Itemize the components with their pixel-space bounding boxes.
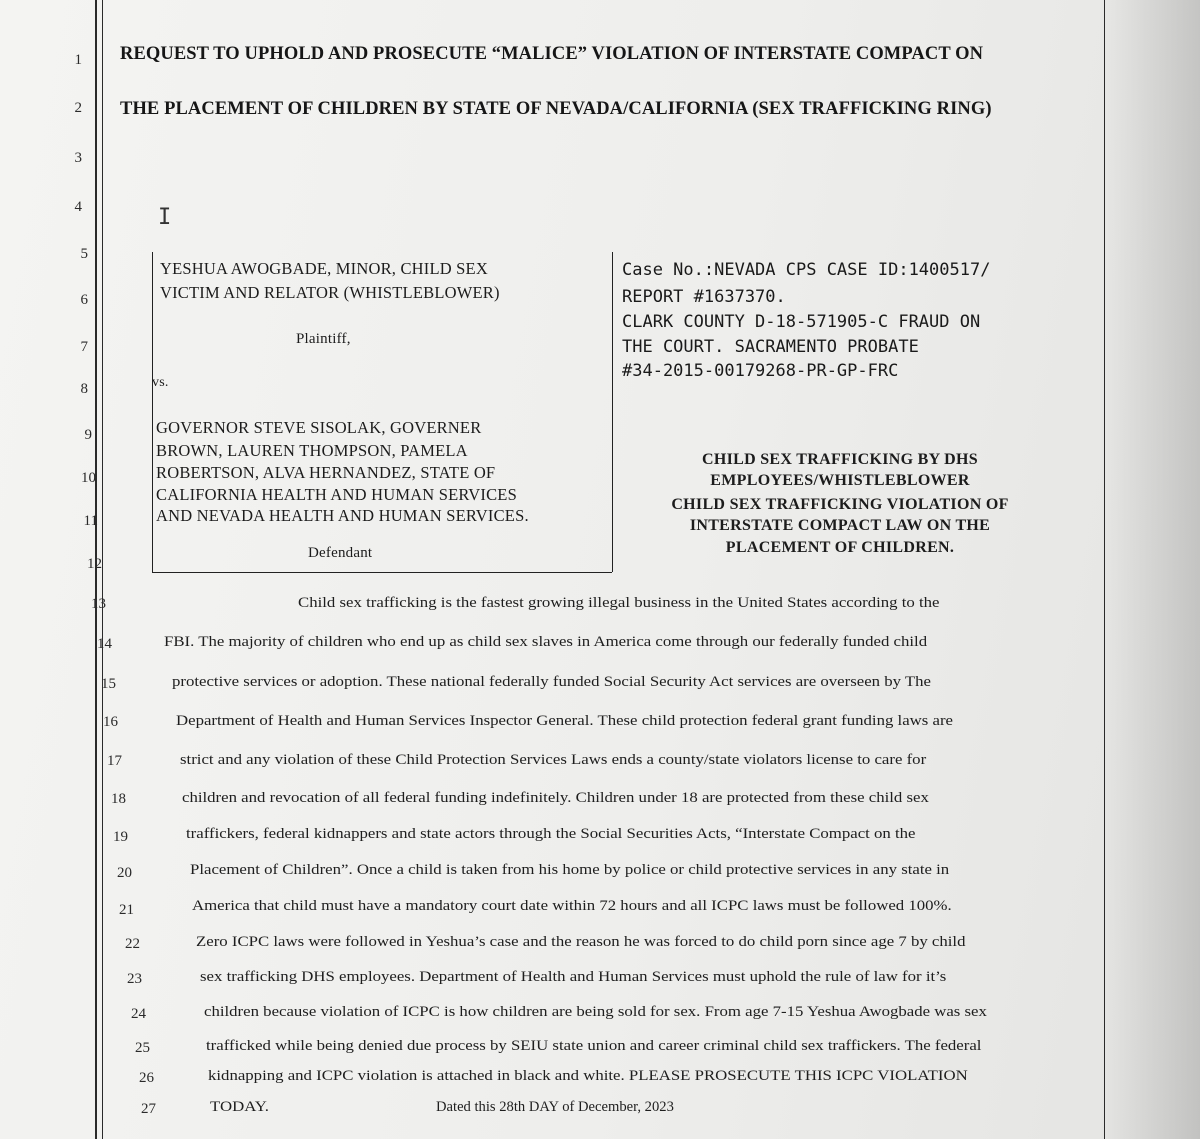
line-number: 18 xyxy=(111,791,126,807)
defendant-name-line-5: AND NEVADA HEALTH AND HUMAN SERVICES. xyxy=(156,506,529,525)
defendant-name-line-1: GOVERNOR STEVE SISOLAK, GOVERNER xyxy=(156,418,482,437)
margin-rule-inner xyxy=(102,0,103,1139)
plaintiff-role: Plaintiff, xyxy=(296,331,351,347)
caption-right-border xyxy=(612,252,613,572)
caption-title-line-4: INTERSTATE COMPACT LAW ON THE xyxy=(689,517,991,534)
case-info-line-3: CLARK COUNTY D-18-571905-C FRAUD ON xyxy=(622,312,981,332)
line-number: 27 xyxy=(141,1101,156,1117)
line-number: 20 xyxy=(117,865,132,881)
line-number: 16 xyxy=(103,714,118,730)
case-info-line-4: THE COURT. SACRAMENTO PROBATE xyxy=(622,337,919,357)
line-number: 26 xyxy=(139,1070,154,1086)
body-line: protective services or adoption. These national federally funded Social Security Act services are overseen by The xyxy=(172,674,931,690)
line-number: 24 xyxy=(131,1006,146,1022)
title-line-2: THE PLACEMENT OF CHILDREN BY STATE OF NEVADA/CALIFORNIA (SEX TRAFFICKING RING) xyxy=(120,99,992,119)
line-number: 3 xyxy=(74,150,82,166)
body-line: Department of Health and Human Services Inspector General. These child protection federal grant funding laws are xyxy=(176,713,954,729)
line-number: 23 xyxy=(127,971,142,987)
line-number: 21 xyxy=(119,902,134,918)
line-number: 5 xyxy=(80,246,88,262)
line-number: 2 xyxy=(74,100,82,116)
body-line: children because violation of ICPC is how children are being sold for sex. From age 7-15 Yeshua Awogbade was sex xyxy=(204,1004,987,1020)
line-number: 17 xyxy=(107,753,122,769)
body-line: traffickers, federal kidnappers and state actors through the Social Securities Acts, “Interstate Compact on the xyxy=(186,826,916,842)
body-line: FBI. The majority of children who end up as child sex slaves in America come through our federally funded child xyxy=(164,634,928,650)
case-info-line-1: Case No.:NEVADA CPS CASE ID:1400517/ xyxy=(622,260,991,280)
defendant-name-line-4: CALIFORNIA HEALTH AND HUMAN SERVICES xyxy=(156,485,517,504)
line-number: 7 xyxy=(80,339,88,355)
line-number: 4 xyxy=(74,199,82,215)
margin-rule-right xyxy=(1104,0,1105,1139)
caption-title-line-5: PLACEMENT OF CHILDREN. xyxy=(725,539,955,556)
line-number: 6 xyxy=(80,292,88,308)
case-info-line-2: REPORT #1637370. xyxy=(622,287,786,307)
line-number: 14 xyxy=(97,636,112,652)
line-number: 8 xyxy=(80,381,88,397)
caption-title-line-3: CHILD SEX TRAFFICKING VIOLATION OF xyxy=(671,496,1009,513)
body-line: America that child must have a mandatory court date within 72 hours and all ICPC laws must be followed 100%. xyxy=(192,898,952,914)
line-number: 9 xyxy=(84,427,92,443)
title-line-1: REQUEST TO UPHOLD AND PROSECUTE “MALICE” VIOLATION OF INTERSTATE COMPACT ON xyxy=(120,44,984,64)
body-line: children and revocation of all federal funding indefinitely. Children under 18 are protected from these child sex xyxy=(182,790,929,806)
line-number: 19 xyxy=(113,829,128,845)
body-line: TODAY. xyxy=(210,1099,269,1115)
defendant-name-line-2: BROWN, LAUREN THOMPSON, PAMELA xyxy=(156,441,468,460)
body-line: kidnapping and ICPC violation is attached in black and white. PLEASE PROSECUTE THIS ICPC VIOLATION xyxy=(208,1068,968,1084)
versus-label: vs. xyxy=(152,375,169,390)
defendant-name-line-3: ROBERTSON, ALVA HERNANDEZ, STATE OF xyxy=(156,463,496,482)
line-number: 11 xyxy=(83,513,98,529)
caption-title-line-2: EMPLOYEES/WHISTLEBLOWER xyxy=(710,472,970,489)
line-number: 13 xyxy=(91,596,106,612)
line-number: 25 xyxy=(135,1040,150,1056)
body-line: Child sex trafficking is the fastest growing illegal business in the United States according to the xyxy=(298,595,940,611)
body-line: sex trafficking DHS employees. Department of Health and Human Services must uphold the rule of law for it’s xyxy=(200,969,947,985)
body-line: Placement of Children”. Once a child is taken from his home by police or child protective services in any state in xyxy=(190,862,950,878)
body-line: trafficked while being denied due process by SEIU state union and career criminal child sex traffickers. The federal xyxy=(206,1038,982,1054)
dated-line: Dated this 28th DAY of December, 2023 xyxy=(436,1099,674,1115)
caption-left-border xyxy=(152,252,153,572)
body-line: Zero ICPC laws were followed in Yeshua’s case and the reason he was forced to do child porn since age 7 by child xyxy=(196,934,966,950)
caption-bottom-border xyxy=(152,572,612,573)
screen-shadow xyxy=(1100,0,1200,1139)
line-number: 12 xyxy=(87,556,102,572)
line-number: 10 xyxy=(81,470,96,486)
line-number: 15 xyxy=(101,676,116,692)
plaintiff-name-line-2: VICTIM AND RELATOR (WHISTLEBLOWER) xyxy=(160,283,500,302)
plaintiff-name-line-1: YESHUA AWOGBADE, MINOR, CHILD SEX xyxy=(160,259,488,278)
body-line: strict and any violation of these Child Protection Services Laws ends a county/state violators license to care for xyxy=(180,752,927,768)
defendant-role: Defendant xyxy=(308,545,373,561)
caption-title-line-1: CHILD SEX TRAFFICKING BY DHS xyxy=(701,451,978,468)
case-info-line-5: #34-2015-00179268-PR-GP-FRC xyxy=(622,361,899,381)
line-number: 1 xyxy=(74,52,82,68)
text-cursor: I xyxy=(158,205,172,230)
line-number: 22 xyxy=(125,936,140,952)
